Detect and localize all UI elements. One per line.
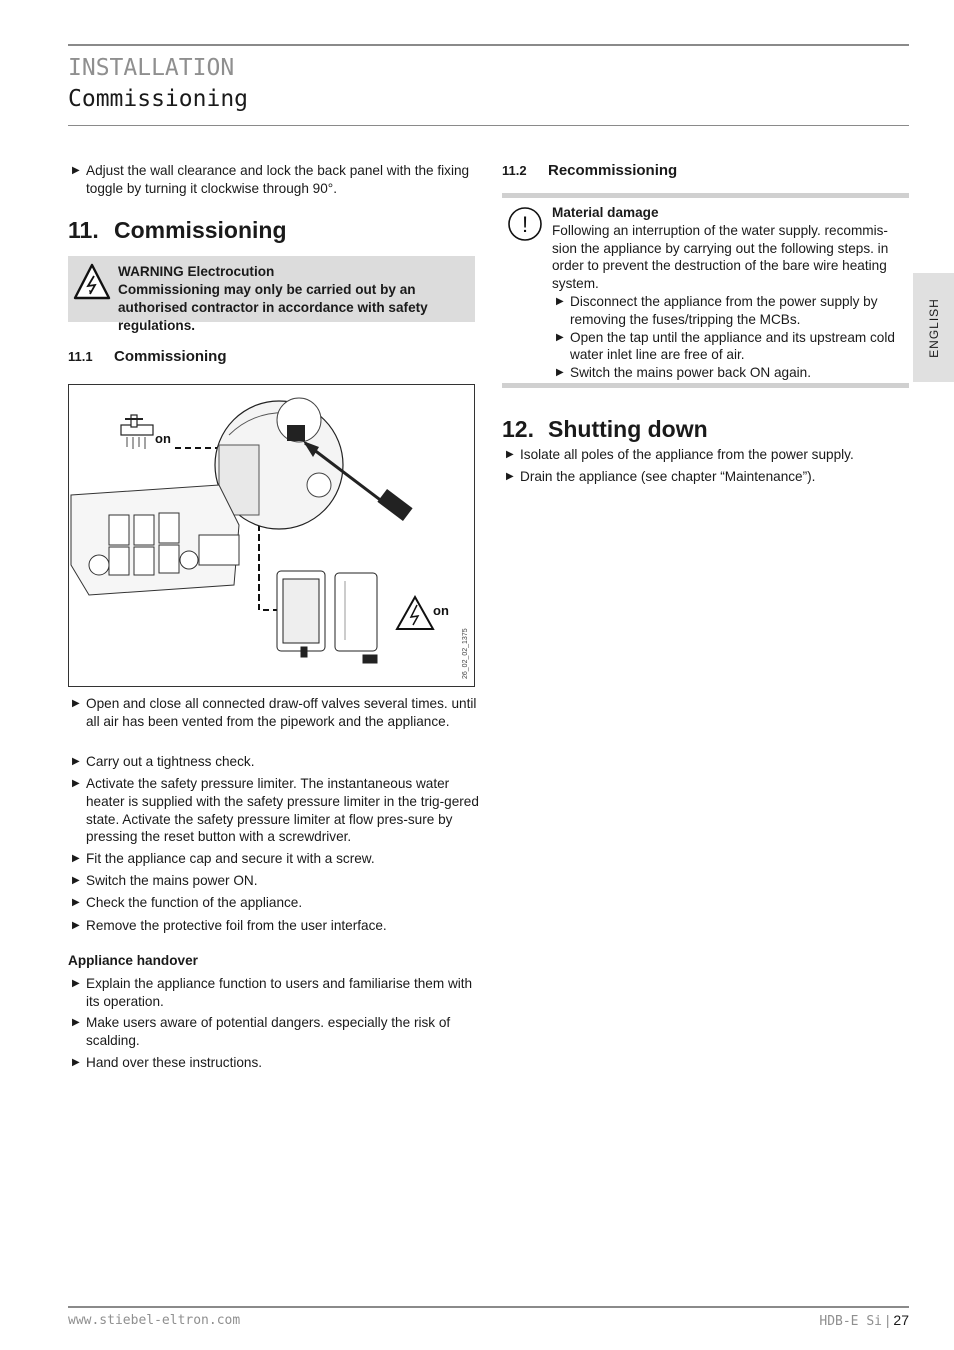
heading-11-title: Commissioning (114, 217, 287, 243)
heading-11-1-title: Commissioning (114, 348, 227, 365)
heading-12-num: 12. (502, 416, 534, 442)
heading-12-title: Shutting down (548, 416, 708, 442)
commissioning-figure (68, 384, 475, 687)
material-body: Following an interruption of the water supply. recommis-sion the appliance by carrying out the following steps. in order to prevent the destruction of the bare wire heating system. (552, 222, 889, 292)
appliance-closed (335, 573, 377, 663)
handover-item-3: ▶ Hand over these instructions. (68, 1054, 488, 1072)
heading-11-1-num: 11.1 (68, 349, 93, 364)
section-title: INSTALLATION (68, 55, 235, 81)
intro-bullet: ▶ Adjust the wall clearance and lock the back panel with the fixing toggle by turning it clockwise through 90°. (68, 162, 486, 198)
figure-id: 26_02_02_1375 (462, 628, 469, 679)
footer-url[interactable]: www.stiebel-eltron.com (68, 1313, 241, 1328)
language-tab-label: ENGLISH (926, 297, 941, 358)
material-item-2: ▶ Open the tap until the appliance and its upstream cold water inlet line are free of air. (552, 329, 906, 365)
heading-11-2-num: 11.2 (502, 163, 527, 178)
commissioning-illustration (69, 385, 474, 686)
material-title: Material damage (552, 205, 659, 220)
shutdown-item-2: ▶ Drain the appliance (see chapter “Maintenance”). (502, 468, 924, 486)
exclamation-icon (507, 206, 543, 242)
handover-item-2: ▶ Make users aware of potential dangers. especially the risk of scalding. (68, 1014, 490, 1050)
zoom-detail (215, 398, 343, 529)
heading-11-2 (502, 162, 677, 179)
terminal-block (71, 485, 239, 595)
footer-separator: | (885, 1312, 890, 1328)
electrocution-hazard-icon (397, 597, 433, 629)
subsection-title: Commissioning (68, 86, 249, 112)
heading-12 (502, 416, 708, 443)
step-3: ▶ Activate the safety pressure limiter. The instantaneous water heater is supplied with the safety pressure limiter in the trig-gered state. Activate the safety pressure limiter at flow pres-sure by pressing the reset button with a screwdriver. (68, 775, 490, 846)
warning-body: Commissioning may only be carried out by an authorised contractor in accordance with safety regulations. (118, 282, 428, 333)
warning-title: WARNING Electrocution (118, 264, 275, 279)
handover-item-1: ▶ Explain the appliance function to users and familiarise them with its operation. (68, 975, 488, 1011)
heading-11-num: 11. (68, 217, 99, 243)
tap-icon (121, 415, 153, 449)
footer-rule (68, 1306, 909, 1308)
exclamation-glyph: ! (521, 212, 529, 237)
step-7: ▶ Remove the protective foil from the user interface. (68, 917, 488, 935)
power-on-label: on (433, 603, 449, 618)
heading-11-2-title: Recommissioning (548, 162, 678, 179)
step-2: ▶ Carry out a tightness check. (68, 753, 488, 771)
heading-11-1 (68, 348, 227, 365)
material-damage-box (502, 193, 909, 389)
material-text (552, 204, 906, 382)
warning-text (118, 263, 478, 335)
footer-right (819, 1312, 909, 1329)
tap-on-label: on (155, 431, 171, 446)
material-item-1: ▶ Disconnect the appliance from the power supply by removing the fuses/tripping the MCBs. (552, 293, 906, 329)
header-top-rule (68, 44, 909, 46)
step-5: ▶ Switch the mains power ON. (68, 872, 488, 890)
handover-heading: Appliance handover (68, 953, 198, 968)
material-item-3: ▶ Switch the mains power back ON again. (552, 364, 906, 382)
page-number: 27 (893, 1312, 909, 1328)
appliance-open (277, 571, 325, 657)
step-1: ▶ Open and close all connected draw-off valves several times. until all air has been vented from the pipework and the appliance. (68, 695, 488, 731)
language-tab (913, 273, 954, 382)
shutdown-item-1: ▶ Isolate all poles of the appliance from the power supply. (502, 446, 924, 464)
material-top-bar (502, 193, 909, 198)
step-6: ▶ Check the function of the appliance. (68, 894, 488, 912)
material-bottom-bar (502, 383, 909, 388)
header-bottom-rule (68, 125, 909, 126)
electrocution-warning-icon (72, 262, 112, 302)
heading-11 (68, 217, 287, 244)
footer-model: HDB-E Si (819, 1314, 882, 1329)
step-4: ▶ Fit the appliance cap and secure it with a screw. (68, 850, 488, 868)
